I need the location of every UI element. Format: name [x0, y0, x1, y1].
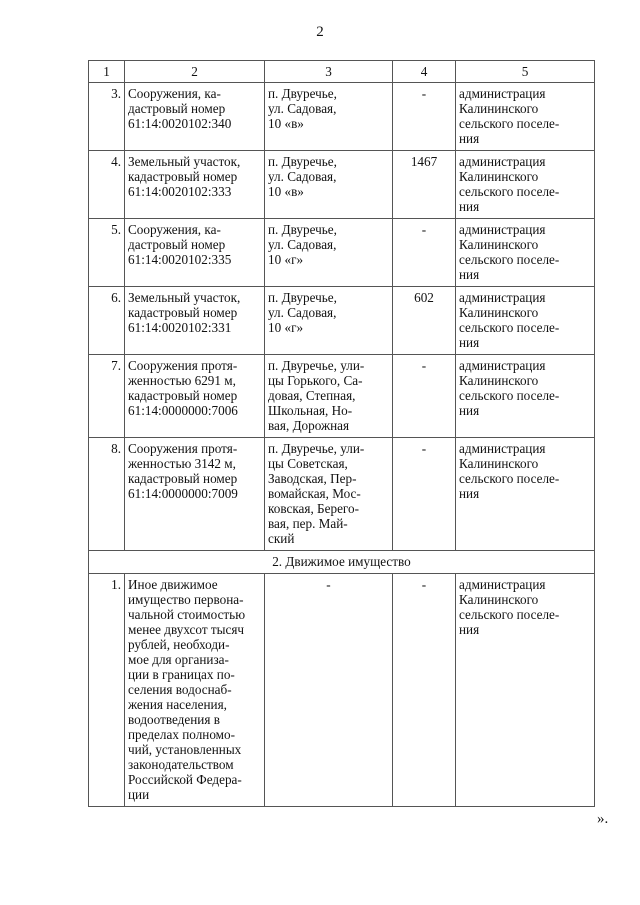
- object-name: Сооружения протя- женностью 6291 м, кадастровый номер 61:14:0000000:7006: [125, 355, 265, 438]
- object-address: -: [265, 574, 393, 807]
- object-name: Земельный участок, кадастровый номер 61:14:0020102:333: [125, 151, 265, 219]
- object-area: -: [393, 219, 456, 287]
- table-row: [89, 83, 595, 151]
- object-holder: администрация Калининского сельского поселе- ния: [456, 355, 595, 438]
- object-address: п. Двуречье, ул. Садовая, 10 «г»: [265, 219, 393, 287]
- row-number: 7.: [89, 355, 125, 438]
- table-row: [89, 287, 595, 355]
- object-address: п. Двуречье, ул. Садовая, 10 «в»: [265, 83, 393, 151]
- header-col-2: 2: [125, 61, 265, 83]
- object-address: п. Двуречье, ули- цы Советская, Заводская, Пер- вомайская, Мос- ковская, Берего- вая, пер. Май- ский: [265, 438, 393, 551]
- header-col-5: 5: [456, 61, 595, 83]
- object-holder: администрация Калининского сельского поселе- ния: [456, 83, 595, 151]
- row-number: 4.: [89, 151, 125, 219]
- object-name: Сооружения протя- женностью 3142 м, кадастровый номер 61:14:0000000:7009: [125, 438, 265, 551]
- object-holder: администрация Калининского сельского поселе- ния: [456, 219, 595, 287]
- object-holder: администрация Калининского сельского поселе- ния: [456, 438, 595, 551]
- header-row: [89, 61, 595, 83]
- row-number: 5.: [89, 219, 125, 287]
- table-row: [89, 438, 595, 551]
- table-row: [89, 574, 595, 807]
- header-col-4: 4: [393, 61, 456, 83]
- object-area: 1467: [393, 151, 456, 219]
- object-area: 602: [393, 287, 456, 355]
- object-name: Земельный участок, кадастровый номер 61:14:0020102:331: [125, 287, 265, 355]
- closing-quote-mark: ».: [597, 811, 609, 827]
- object-name: Иное движимое имущество первона- чальной стоимостью менее двухсот тысяч рублей, необходи- мое для организа- ции в границах по- селения водоснаб- жения населения, водоотведения в пределах полномо- чий, установленных законодательством Российской Федера- ции: [125, 574, 265, 807]
- object-name: Сооружения, ка- дастровый номер 61:14:0020102:340: [125, 83, 265, 151]
- object-holder: администрация Калининского сельского поселе- ния: [456, 287, 595, 355]
- object-address: п. Двуречье, ул. Садовая, 10 «г»: [265, 287, 393, 355]
- header-col-3: 3: [265, 61, 393, 83]
- table-row: [89, 219, 595, 287]
- header-col-1: 1: [89, 61, 125, 83]
- object-address: п. Двуречье, ул. Садовая, 10 «в»: [265, 151, 393, 219]
- row-number: 3.: [89, 83, 125, 151]
- object-area: -: [393, 574, 456, 807]
- object-holder: администрация Калининского сельского поселе- ния: [456, 151, 595, 219]
- table-row: [89, 151, 595, 219]
- object-address: п. Двуречье, ули- цы Горького, Са- довая, Степная, Школьная, Но- вая, Дорожная: [265, 355, 393, 438]
- object-holder: администрация Калининского сельского поселе- ния: [456, 574, 595, 807]
- object-area: -: [393, 83, 456, 151]
- object-name: Сооружения, ка- дастровый номер 61:14:0020102:335: [125, 219, 265, 287]
- page-number: 2: [316, 24, 324, 40]
- object-area: -: [393, 438, 456, 551]
- row-number: 6.: [89, 287, 125, 355]
- row-number: 1.: [89, 574, 125, 807]
- row-number: 8.: [89, 438, 125, 551]
- object-area: -: [393, 355, 456, 438]
- property-table: [88, 60, 595, 807]
- section-title: 2. Движимое имущество: [89, 551, 595, 574]
- section-heading-row: [89, 551, 595, 574]
- table-row: [89, 355, 595, 438]
